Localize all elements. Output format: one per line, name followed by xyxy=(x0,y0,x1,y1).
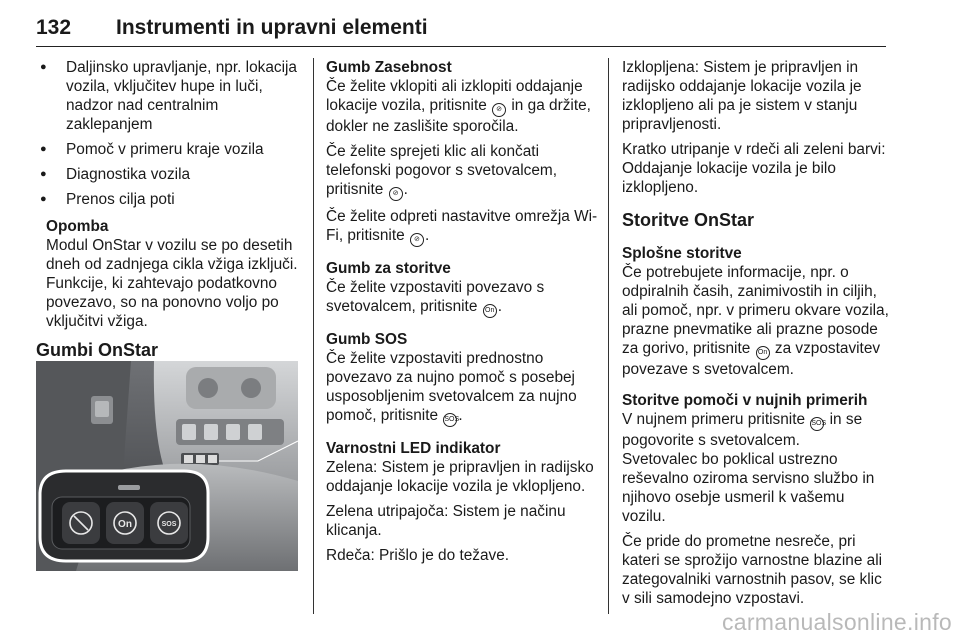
heading-general-services: Splošne storitve xyxy=(622,245,742,262)
paragraph: Zelena: Sistem je pripravljen in radijsko oddajanje lokacije vozila je vklopljeno. xyxy=(326,459,594,495)
paragraph: Rdeča: Prišlo je do težave. xyxy=(326,547,510,564)
note-label: Opomba xyxy=(46,218,109,235)
paragraph xyxy=(622,410,890,450)
sos-button-label: SOS xyxy=(161,521,177,528)
column-2 xyxy=(326,58,598,571)
column-1 xyxy=(36,58,304,368)
list-item: ● Diagnostika vozila xyxy=(36,165,304,184)
privacy-icon: ⊘ xyxy=(389,187,403,201)
column-3 xyxy=(622,58,890,614)
text-span: in ga držite, dokler ne zaslišite sporočila. xyxy=(326,97,591,135)
sos-icon: SOS xyxy=(443,413,457,427)
onstar-icon: On xyxy=(756,346,770,360)
text-span: in se pogovorite s svetovalcem. xyxy=(622,411,863,449)
text-span: V nujnem primeru pritisnite xyxy=(622,411,806,428)
heading-emergency-services: Storitve pomoči v nujnih primerih xyxy=(622,392,868,409)
page-number: 132 xyxy=(36,16,72,39)
paragraph: Če želite vzpostaviti povezavo s svetovalcem, pritisnite On . xyxy=(326,278,598,318)
page-header xyxy=(36,12,886,47)
section-title-onstar-buttons: Gumbi OnStar xyxy=(36,340,159,360)
list-item: ● Daljinsko upravljanje, npr. lokacija vozila, vključitev hupe in luči, nadzor nad centralnim zaklepanjem xyxy=(36,58,304,134)
text-span: Če želite vzpostaviti prednostno povezavo za nujno pomoč s posebej usposobljenim svetovalcem za nujno pomoč, pritisnite xyxy=(326,350,577,424)
privacy-icon: ⊘ xyxy=(410,233,424,247)
privacy-icon: ⊘ xyxy=(492,103,506,117)
paragraph: Izklopljena: Sistem je pripravljen in radijsko oddajanje lokacije vozila je izklopljeno ali pa je sistem v stanju pripravljenosti. xyxy=(622,59,862,133)
column-divider-1 xyxy=(313,58,314,614)
paragraph: Kratko utripanje v rdeči ali zeleni barvi: Oddajanje lokacije vozila je bilo izklopljeno. xyxy=(622,141,886,196)
paragraph: Če želite sprejeti klic ali končati telefonski pogovor s svetovalcem, pritisnite ⊘ . xyxy=(326,142,598,201)
onstar-icon: On xyxy=(483,304,497,318)
paragraph xyxy=(326,77,598,136)
heading-led-indicator: Varnostni LED indikator xyxy=(326,440,501,457)
text-span: Če želite vklopiti ali izklopiti oddajanje lokacije vozila, pritisnite xyxy=(326,78,583,114)
text-span: Če želite sprejeti klic ali končati telefonski pogovor s svetovalcem, pritisnite xyxy=(326,143,557,198)
list-item: ● Pomoč v primeru kraje vozila xyxy=(36,140,304,159)
sos-icon: SOS xyxy=(810,417,824,431)
text-span: za vzpostavitev povezave s svetovalcem. xyxy=(622,340,881,378)
onstar-buttons-figure xyxy=(36,361,298,571)
text-span: Če potrebujete informacije, npr. o odpiralnih časih, zanimivostih in ciljih, ali pomoč, npr. v primeru okvare vozila, prazne pnevmatike ali prazne posode za gorivo, pritisnite xyxy=(622,264,889,357)
heading-sos-button: Gumb SOS xyxy=(326,331,408,348)
paragraph: Če pride do prometne nesreče, pri kateri se sprožijo varnostne blazine ali zategovalniki varnostnih pasov, se klic v sili samodejno vzpostavi. xyxy=(622,533,883,607)
paragraph: Svetovalec bo poklical ustrezno reševalno oziroma servisno službo in njihovo osebje usmeril k vašemu vozilu. xyxy=(622,451,875,525)
list-item: ● Prenos cilja poti xyxy=(36,190,304,209)
on-button-label: On xyxy=(118,519,132,530)
text-span: Če želite vzpostaviti povezavo s svetovalcem, pritisnite xyxy=(326,279,545,315)
note-text: Modul OnStar v vozilu se po desetih dneh od zadnjega cikla vžiga izključi. Funkcije, ki zahtevajo podatkovno povezavo, so na ponovno voljo po vključitvi vžiga. xyxy=(46,237,298,330)
column-divider-2 xyxy=(608,58,609,614)
paragraph xyxy=(622,263,890,379)
section-title-onstar-services: Storitve OnStar xyxy=(622,210,755,230)
heading-service-button: Gumb za storitve xyxy=(326,260,451,277)
running-title: Instrumenti in upravni elementi xyxy=(116,16,428,39)
text-span: Če želite odpreti nastavitve omrežja Wi-Fi, pritisnite xyxy=(326,208,598,244)
note-block xyxy=(36,217,304,331)
paragraph: Zelena utripajoča: Sistem je načinu klicanja. xyxy=(326,503,566,539)
paragraph: Če želite vzpostaviti prednostno povezavo za nujno pomoč s posebej usposobljenim svetovalcem za nujno pomoč, pritisnite SOS. xyxy=(326,349,598,427)
paragraph: Če želite odpreti nastavitve omrežja Wi-Fi, pritisnite ⊘ . xyxy=(326,207,598,247)
watermark: carmanualsonline.info xyxy=(721,609,952,635)
heading-privacy-button: Gumb Zasebnost xyxy=(326,59,452,76)
